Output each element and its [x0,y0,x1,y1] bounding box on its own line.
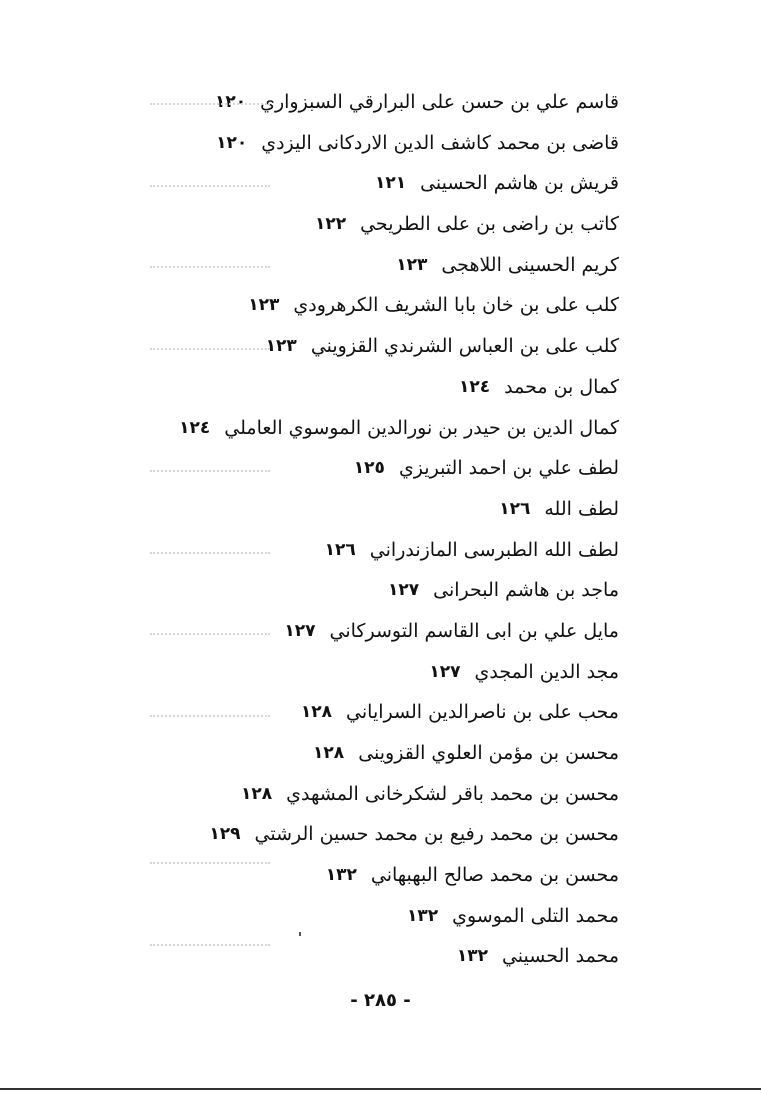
index-entry [119,814,619,855]
entry-name: مايل علي بن ابى القاسم التوسركاني [329,619,619,642]
index-entry [119,285,619,326]
entry-page-number: ١٢٧ [429,661,461,682]
entry-name: محسن بن محمد رفيع بن محمد حسين الرشتي [254,823,619,846]
bleed-through-mark [150,185,270,189]
entry-name: لطف علي بن احمد التبريزي [398,457,619,480]
entry-name: كاتب بن راضى بن على الطريحي [360,213,619,236]
entry-name: كلب على بن العباس الشرندي القزويني [310,335,619,358]
index-entry [119,367,619,408]
entry-name: محمد التلى الموسوي [452,904,619,927]
entry-page-number: ١٢٥ [353,458,385,479]
bleed-through-mark [150,470,270,474]
entry-page-number: ١٢٩ [209,824,241,845]
entry-page-number: ١٢٨ [313,743,345,763]
bleed-through-mark [150,862,270,866]
entry-page-number: ١٣٢ [406,905,439,926]
entry-page-number: ١٢٤ [179,417,211,438]
entry-name: قريش بن هاشم الحسينى [420,172,619,195]
entry-page-number: ١٢٣ [248,295,280,316]
entry-page-number: ١٢٦ [499,498,531,519]
entry-page-number: ١٢٨ [241,783,273,804]
entry-name: كلب على بن خان بابا الشريف الكرهرودي [293,294,619,317]
index-entry [119,652,619,693]
entry-name: قاضى بن محمد كاشف الدين الاردكانى اليزدي [261,131,619,154]
entry-name: كمال بن محمد [504,375,619,398]
entry-page-number: ١٢٧ [284,620,316,641]
bleed-through-mark [150,348,270,352]
entry-page-number: ١٢٣ [265,336,297,357]
index-entry [119,489,619,530]
entry-name: كمال الدين بن حيدر بن نورالدين الموسوي العاملي [224,416,619,439]
index-entry [119,936,619,977]
entry-page-number: ١٢٠ [216,132,248,153]
index-entry [119,733,619,774]
entry-name: محمد الحسيني [501,945,619,968]
entry-page-number: ١٢٨ [300,702,333,723]
entry-name: قاسم علي بن حسن على البرارقي السبزواري [260,91,619,113]
bleed-through-mark [150,944,270,948]
index-entry [119,326,619,367]
entry-name: محسن بن محمد صالح البهبهاني [370,864,619,887]
bleed-through-mark [150,552,270,556]
index-entry [119,570,619,611]
entry-name: محب على بن ناصرالدين السراياني [346,701,619,724]
entry-page-number: ١٢٢ [314,214,347,235]
entry-name: مجد الدين المجدي [474,660,619,683]
entry-page-number: ١٣٢ [456,946,488,967]
page-number: - ٢٨٥ - [350,990,411,1011]
entry-name: لطف الله الطبرسى المازندراني [369,538,619,561]
index-entry [119,611,619,652]
index-entry [119,448,619,489]
entry-page-number: ١٢٧ [387,580,420,601]
entry-page-number: ١٣٢ [325,865,357,886]
index-list [119,82,619,977]
entry-page-number: ١٢٦ [324,539,356,560]
entry-name: ماجد بن هاشم البحرانى [433,579,619,602]
index-entry [119,530,619,571]
entry-name: محسن بن مؤمن العلوي القزوينى [358,742,619,764]
entry-page-number: ١٢٠ [214,92,247,112]
index-entry [119,774,619,815]
index-entry [119,163,619,204]
bleed-through-mark [150,103,270,107]
bottom-rule [0,1088,761,1090]
index-entry [119,896,619,937]
entry-page-number: ١٢٣ [396,254,428,275]
bleed-through-mark [150,266,270,270]
index-entry [119,123,619,164]
entry-name: محسن بن محمد باقر لشكرخانى المشهدي [286,782,619,805]
entry-name: كريم الحسينى اللاهجى [441,253,619,276]
index-entry [119,408,619,449]
ink-speck [299,932,301,936]
entry-page-number: ١٢١ [374,173,407,194]
entry-page-number: ١٢٤ [459,376,491,397]
entry-name: لطف الله [544,497,619,520]
bleed-through-mark [150,633,270,637]
index-entry [119,692,619,733]
bleed-through-mark [150,715,270,719]
index-entry [119,204,619,245]
